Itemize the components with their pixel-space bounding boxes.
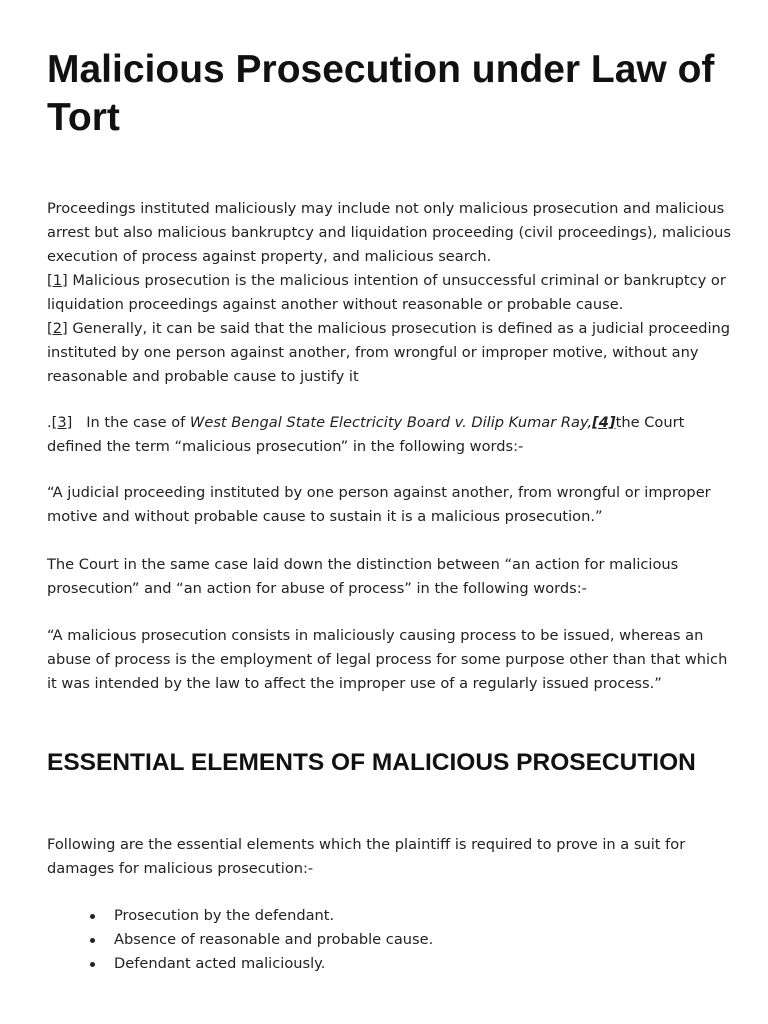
- page-title: Malicious Prosecution under Law of Tort: [47, 48, 715, 139]
- list-item-text: Prosecution by the defendant.: [114, 907, 335, 924]
- case-paragraph: [47, 411, 737, 459]
- list-item-text: Absence of reasonable and probable cause.: [114, 931, 434, 948]
- footnote-link-4[interactable]: [4]: [592, 414, 616, 431]
- case-text-1: In the case of: [72, 414, 190, 431]
- intro-paragraph: [47, 197, 737, 389]
- quote-paragraph-2: “A malicious prosecution consists in maliciously causing process to be issued, whereas an abuse of process is the employment of legal process for some purpose other than that which it was intended by the law to affect the improper use of a regularly issued process.”: [47, 627, 728, 692]
- elements-list: [47, 904, 433, 976]
- footnote-link-3[interactable]: [3]: [51, 414, 73, 431]
- intro-text-2: Malicious prosecution is the malicious intention of unsuccessful criminal or bankruptcy or liquidation proceedings against another without reasonable or probable cause.: [47, 272, 726, 313]
- quote-paragraph-1: “A judicial proceeding instituted by one person against another, from wrongful or improper motive and without probable cause to sustain it is a malicious prosecution.”: [47, 484, 711, 525]
- footnote-link-2[interactable]: [2]: [47, 320, 68, 337]
- list-item: [47, 952, 433, 976]
- case-prefix: .: [47, 414, 52, 431]
- list-item: [47, 928, 433, 952]
- elements-intro-paragraph: Following are the essential elements which the plaintiff is required to prove in a suit for damages for malicious prosecution:-: [47, 836, 686, 877]
- bullet-icon: [90, 938, 95, 943]
- bullet-icon: [90, 962, 95, 967]
- bullet-icon: [90, 914, 95, 919]
- footnote-link-1[interactable]: [1]: [47, 272, 68, 289]
- intro-text-1: Proceedings instituted maliciously may include not only malicious prosecution and malicious arrest but also malicious bankruptcy and liquidation proceeding (civil proceedings), malicious execution of process against property, and malicious search.: [47, 200, 731, 265]
- case-name: West Bengal State Electricity Board v. Dilip Kumar Ray,: [189, 414, 593, 431]
- section-heading: ESSENTIAL ELEMENTS OF MALICIOUS PROSECUTION: [47, 749, 696, 776]
- distinction-paragraph: The Court in the same case laid down the distinction between “an action for malicious prosecution” and “an action for abuse of process” in the following words:-: [47, 556, 679, 597]
- case-text-2: the Court defined the term “malicious prosecution” in the following words:-: [47, 414, 685, 455]
- intro-text-3: Generally, it can be said that the malicious prosecution is defined as a judicial proceeding instituted by one person against another, from wrongful or improper motive, without any reasonable and probable cause to justify it: [47, 320, 731, 385]
- list-item-text: Defendant acted maliciously.: [114, 955, 326, 972]
- list-item: [47, 904, 433, 928]
